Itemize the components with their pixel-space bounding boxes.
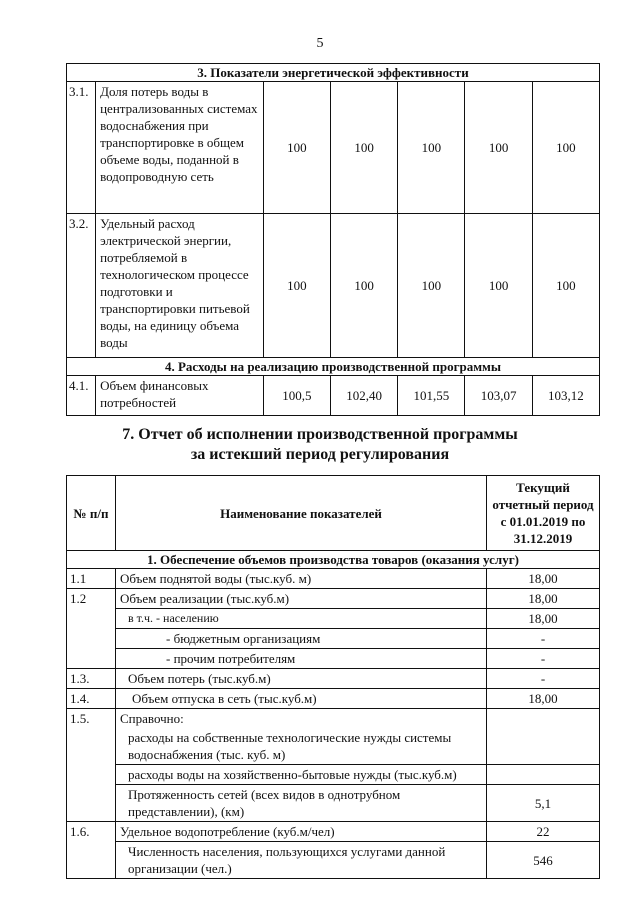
value-cell: 100 [465,214,532,358]
efficiency-table [66,63,600,416]
value-cell: 22 [487,822,600,842]
header-row [67,476,600,551]
indicator-name: расходы воды на хозяйственно-бытовые нужды (тыс.куб.м) [116,765,487,785]
table-row [67,669,600,689]
section-4-title: 4. Расходы на реализацию производственной программы [67,358,600,376]
value-cell: 546 [487,842,600,879]
table-row [67,629,600,649]
value-cell: - [487,629,600,649]
value-cell: - [487,669,600,689]
indicator-name: Объем потерь (тыс.куб.м) [116,669,487,689]
value-cell: 100 [330,214,397,358]
table-row [67,689,600,709]
heading-line-2: за истекший период регулирования [190,446,450,463]
row-number: 3.2. [67,214,96,358]
value-cell: 18,00 [487,609,600,629]
col-name-header: Наименование показателей [116,476,487,551]
row-number: 1.5. [67,709,116,822]
section-3-title: 3. Показатели энергетической эффективности [67,64,600,82]
value-cell: 103,07 [465,376,532,416]
table-row [67,649,600,669]
table-row [67,765,600,785]
indicator-name: - прочим потребителям [116,649,487,669]
row-number: 3.1. [67,82,96,214]
indicator-name: Объем отпуска в сеть (тыс.куб.м) [116,689,487,709]
page-number: 5 [316,36,324,51]
value-cell: 18,00 [487,689,600,709]
value-cell: 103,12 [532,376,599,416]
section-row [67,64,600,82]
row-number: 1.3. [67,669,116,689]
indicator-name: - бюджетным организациям [116,629,487,649]
table-row [67,589,600,609]
value-cell: 101,55 [398,376,465,416]
table-row [67,82,600,214]
heading-line-1: 7. Отчет об исполнении производственной программы [122,426,518,443]
value-cell: 100 [263,214,330,358]
row-number: 1.6. [67,822,116,879]
indicator-name: расходы на собственные технологические нужды системы водоснабжения (тыс. куб. м) [116,728,487,765]
table-row [67,842,600,879]
value-cell: 5,1 [487,785,600,822]
value-cell: - [487,649,600,669]
table-row [67,822,600,842]
col-value-header: Текущий отчетный период с 01.01.2019 по 31.12.2019 [487,476,600,551]
value-cell: 100,5 [263,376,330,416]
indicator-name: Справочно: [116,709,487,729]
value-cell: 100 [398,214,465,358]
row-number: 4.1. [67,376,96,416]
section-row [67,358,600,376]
value-cell [487,709,600,729]
table-row [67,376,600,416]
value-cell: 102,40 [330,376,397,416]
table-row [67,214,600,358]
indicator-name: Объем поднятой воды (тыс.куб. м) [116,569,487,589]
indicator-name: Удельный расход электрической энергии, потребляемой в технологическом процессе подготовки и транспортировки питьевой воды, на единицу объема воды [96,214,264,358]
indicator-name: Численность населения, пользующихся услугами данной организации (чел.) [116,842,487,879]
value-cell: 100 [330,82,397,214]
value-cell: 100 [263,82,330,214]
value-cell [487,728,600,765]
indicator-name: Объем реализации (тыс.куб.м) [116,589,487,609]
table-row [67,728,600,765]
indicator-name: в т.ч. - населению [116,609,487,629]
section-1-title: 1. Обеспечение объемов производства товаров (оказания услуг) [67,551,600,569]
indicator-name: Доля потерь воды в централизованных системах водоснабжения при транспортировке в общем объеме воды, поданной в водопроводную сеть [96,82,264,214]
row-number: 1.1 [67,569,116,589]
value-cell: 18,00 [487,569,600,589]
value-cell: 100 [465,82,532,214]
col-number-header: № п/п [67,476,116,551]
table-row [67,785,600,822]
value-cell: 100 [398,82,465,214]
table-row [67,569,600,589]
report-heading [0,425,640,465]
section-row [67,551,600,569]
value-cell: 100 [532,82,599,214]
indicator-name: Удельное водопотребление (куб.м/чел) [116,822,487,842]
row-number: 1.4. [67,689,116,709]
row-number: 1.2 [67,589,116,669]
indicator-name: Протяженность сетей (всех видов в однотрубном представлении), (км) [116,785,487,822]
indicator-name: Объем финансовых потребностей [96,376,264,416]
value-cell: 18,00 [487,589,600,609]
table-row [67,609,600,629]
table-row [67,709,600,729]
report-table [66,475,600,879]
value-cell: 100 [532,214,599,358]
value-cell [487,765,600,785]
